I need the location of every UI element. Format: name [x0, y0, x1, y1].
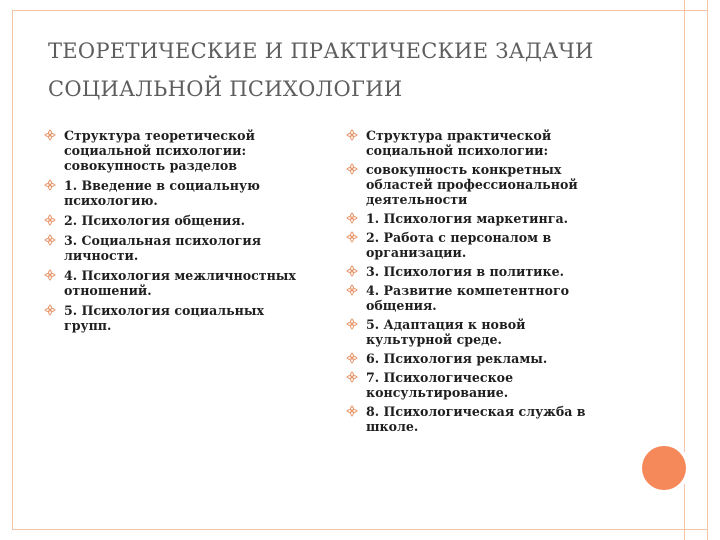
list-item-text: 2. Работа с персоналом в организации.: [366, 230, 552, 260]
fleuron-icon: [346, 352, 358, 364]
list-item-text: 7. Психологическое консультирование.: [366, 370, 514, 400]
fleuron-icon: [346, 371, 358, 383]
list-item: [346, 128, 614, 158]
list-item: [346, 162, 614, 207]
list-item: [346, 230, 614, 260]
list-item: [346, 351, 614, 366]
list-item-text: 5. Психология социальных групп.: [64, 303, 265, 333]
list-item: [44, 303, 314, 333]
fleuron-icon: [44, 214, 56, 226]
list-item: [346, 317, 614, 347]
fleuron-icon: [346, 405, 358, 417]
list-item: [346, 404, 614, 434]
fleuron-icon: [346, 129, 358, 141]
list-item-text: Структура теоретической социальной психологии: совокупность разделов: [64, 128, 255, 173]
fleuron-icon: [44, 179, 56, 191]
fleuron-icon: [346, 231, 358, 243]
list-item-text: совокупность конкретных областей профессиональной деятельности: [366, 162, 578, 207]
list-item-text: 1. Психология маркетинга.: [366, 211, 569, 226]
title-line-1: ТЕОРЕТИЧЕСКИЕ И ПРАКТИЧЕСКИЕ ЗАДАЧИ: [48, 39, 594, 63]
list-item-text: 8. Психологическая служба в школе.: [366, 404, 586, 434]
decorative-circle: [642, 446, 686, 490]
list-item: [346, 283, 614, 313]
list-item: [346, 370, 614, 400]
list-item-text: 5. Адаптация к новой культурной среде.: [366, 317, 526, 347]
list-item: [44, 128, 314, 173]
list-item: [44, 178, 314, 208]
list-item-text: 4. Развитие компетентного общения.: [366, 283, 570, 313]
list-item-text: Структура практической социальной психологии:: [366, 128, 552, 158]
list-item: [44, 213, 314, 228]
list-item: [346, 264, 614, 279]
fleuron-icon: [44, 129, 56, 141]
fleuron-icon: [346, 318, 358, 330]
list-item-text: 4. Психология межличностных отношений.: [64, 268, 296, 298]
fleuron-icon: [346, 212, 358, 224]
list-item-text: 2. Психология общения.: [64, 213, 246, 228]
fleuron-icon: [346, 284, 358, 296]
theoretical-structure-list: [44, 128, 314, 338]
practical-structure-list: [346, 128, 614, 438]
list-item-text: 3. Психология в политике.: [366, 264, 564, 279]
list-item-text: 3. Социальная психология личности.: [64, 233, 262, 263]
slide-title: [48, 32, 638, 108]
fleuron-icon: [44, 234, 56, 246]
fleuron-icon: [346, 163, 358, 175]
fleuron-icon: [44, 269, 56, 281]
list-item-text: 6. Психология рекламы.: [366, 351, 548, 366]
list-item: [44, 233, 314, 263]
fleuron-icon: [346, 265, 358, 277]
list-item-text: 1. Введение в социальную психологию.: [64, 178, 260, 208]
list-item: [346, 211, 614, 226]
list-item: [44, 268, 314, 298]
fleuron-icon: [44, 304, 56, 316]
decorative-side-bar: [684, 0, 708, 540]
title-line-2: СОЦИАЛЬНОЙ ПСИХОЛОГИИ: [48, 77, 403, 101]
